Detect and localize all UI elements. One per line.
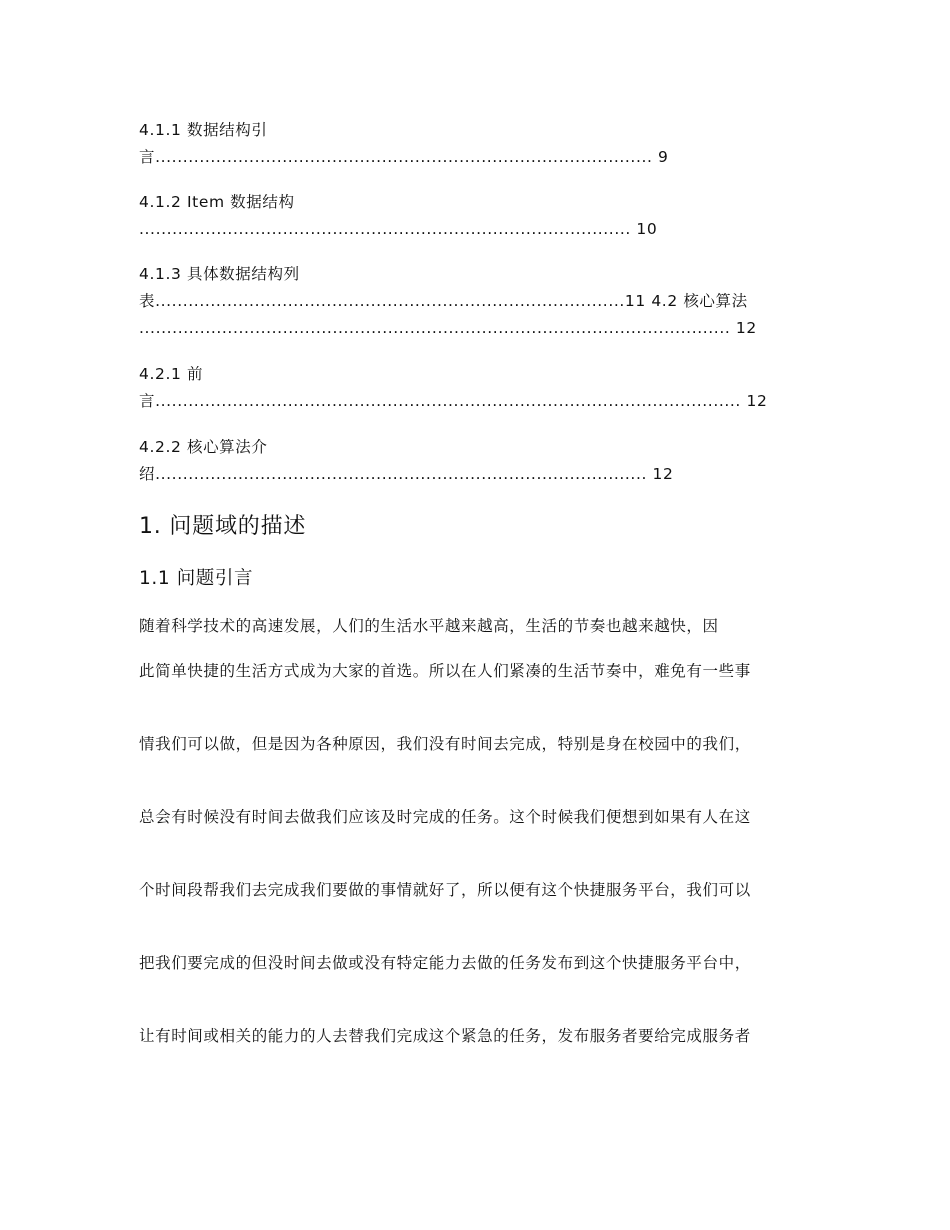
toc-entry-4-1-3[interactable] (139, 261, 819, 342)
toc-entry-leader: 言.......................................................................................... 9 (139, 148, 669, 166)
toc-entry-4-1-2[interactable] (139, 189, 819, 243)
section-subheading: 1.1 问题引言 (139, 568, 254, 589)
body-paragraph: 随着科学技术的高速发展，人们的生活水平越来越高，生活的节奏也越来越快，因 (139, 617, 719, 635)
toc-entry-title: 4.2.1 前 (139, 365, 204, 383)
toc-entry-leader: ......................................................................................... 10 (139, 220, 658, 238)
toc-entry-leader: 表.....................................................................................11 4.2 核心算法 (139, 292, 748, 310)
toc-entry-leader: 言.......................................................................................................... 12 (139, 392, 768, 410)
section-heading: 1. 问题域的描述 (139, 514, 307, 539)
body-paragraph: 个时间段帮我们去完成我们要做的事情就好了，所以便有这个快捷服务平台，我们可以 (139, 881, 751, 899)
body-paragraph: 把我们要完成的但没时间去做或没有特定能力去做的任务发布到这个快捷服务平台中， (139, 954, 751, 972)
toc-entry-4-2-1[interactable] (139, 361, 819, 415)
body-paragraph: 总会有时候没有时间去做我们应该及时完成的任务。这个时候我们便想到如果有人在这 (139, 808, 751, 826)
toc-entry-leader: 绍......................................................................................... 12 (139, 465, 674, 483)
toc-entry-title: 4.1.3 具体数据结构列 (139, 265, 300, 283)
body-paragraph: 让有时间或相关的能力的人去替我们完成这个紧急的任务，发布服务者要给完成服务者 (139, 1027, 751, 1045)
body-paragraph: 此简单快捷的生活方式成为大家的首选。所以在人们紧凑的生活节奏中，难免有一些事 (139, 662, 751, 680)
toc-entry-leader: ........................................................................................................... 12 (139, 319, 757, 337)
toc-entry-4-2-2[interactable] (139, 434, 819, 488)
body-paragraph: 情我们可以做，但是因为各种原因，我们没有时间去完成，特别是身在校园中的我们， (139, 735, 751, 753)
toc-entry-title: 4.1.1 数据结构引 (139, 121, 268, 139)
toc-entry-title: 4.2.2 核心算法介 (139, 438, 268, 456)
toc-entry-title: 4.1.2 Item 数据结构 (139, 193, 295, 211)
toc-entry-4-1-1[interactable] (139, 117, 819, 171)
